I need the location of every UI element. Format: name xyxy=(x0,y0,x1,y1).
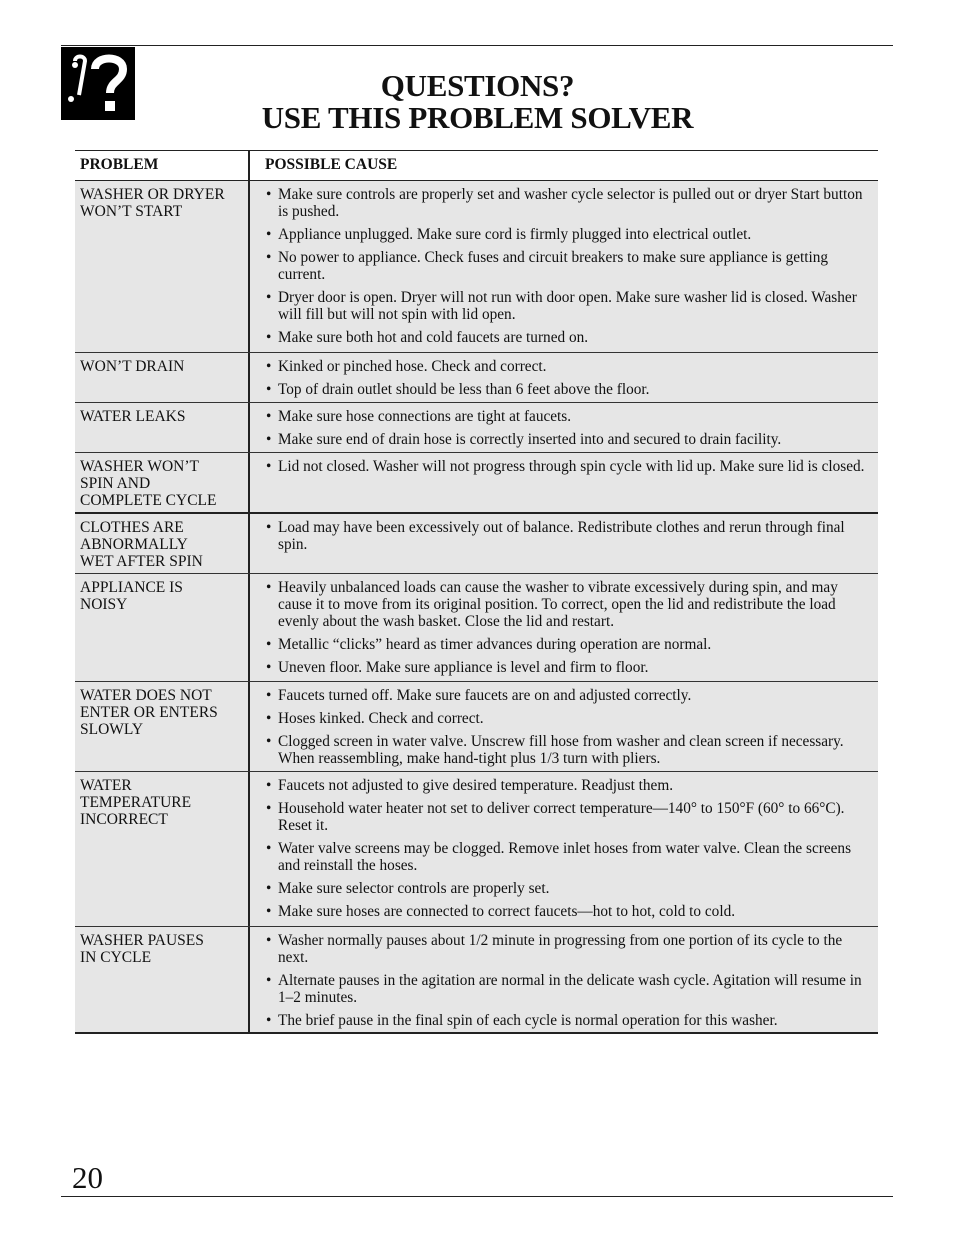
problem-cell xyxy=(75,453,250,512)
table-row xyxy=(75,772,878,927)
problem-solver-table xyxy=(75,150,878,1034)
cause-item: • Appliance unplugged. Make sure cord is firmly plugged into electrical outlet. xyxy=(264,226,874,243)
cause-item: • Water valve screens may be clogged. Remove inlet hoses from water valve. Clean the screens and reinstall the hoses. xyxy=(264,840,874,874)
problem-cell xyxy=(75,181,250,352)
cause-cell xyxy=(250,772,878,926)
problem-line: CLOTHES ARE xyxy=(80,519,184,536)
problem-cell xyxy=(75,574,250,681)
cause-item: • Faucets not adjusted to give desired temperature. Readjust them. xyxy=(264,777,874,794)
cause-item: • Alternate pauses in the agitation are normal in the delicate wash cycle. Agitation will resume in 1–2 minutes. xyxy=(264,972,874,1006)
cause-cell xyxy=(250,353,878,402)
problem-line: APPLIANCE IS xyxy=(80,579,183,596)
cause-cell xyxy=(250,181,878,352)
cause-item: • Make sure both hot and cold faucets are turned on. xyxy=(264,329,874,346)
cause-item: • Uneven floor. Make sure appliance is level and firm to floor. xyxy=(264,659,874,676)
table-row xyxy=(75,574,878,682)
page-number: 20 xyxy=(72,1160,103,1195)
header-possible-cause: POSSIBLE CAUSE xyxy=(265,156,398,173)
cause-item: • Lid not closed. Washer will not progress through spin cycle with lid up. Make sure lid is closed. xyxy=(264,458,874,475)
problem-line: WATER LEAKS xyxy=(80,408,186,425)
table-header xyxy=(75,151,878,181)
problem-line: WON’T START xyxy=(80,203,183,220)
problem-line: INCORRECT xyxy=(80,811,168,828)
cause-item: • Dryer door is open. Dryer will not run with door open. Make sure washer lid is closed. Washer will fill but will not spin with lid open. xyxy=(264,289,874,323)
table-row xyxy=(75,927,878,1034)
problem-line: WATER xyxy=(80,777,132,794)
problem-line: ABNORMALLY xyxy=(80,536,188,553)
problem-line: SLOWLY xyxy=(80,721,144,738)
problem-cell xyxy=(75,514,250,573)
question-hook-icon xyxy=(61,47,135,120)
header-problem: PROBLEM xyxy=(75,151,250,180)
problem-cell xyxy=(75,772,250,926)
cause-item: • Metallic “clicks” heard as timer advances during operation are normal. xyxy=(264,636,874,653)
cause-item: • No power to appliance. Check fuses and circuit breakers to make sure appliance is getting current. xyxy=(264,249,874,283)
problem-line: WASHER WON’T xyxy=(80,458,199,475)
title-line-2: USE THIS PROBLEM SOLVER xyxy=(261,100,694,135)
cause-cell xyxy=(250,514,878,573)
cause-item: • Make sure hoses are connected to correct faucets—hot to hot, cold to cold. xyxy=(264,903,874,920)
cause-item: • Make sure end of drain hose is correctly inserted into and secured to drain facility. xyxy=(264,431,874,448)
cause-item: • The brief pause in the final spin of each cycle is normal operation for this washer. xyxy=(264,1012,874,1029)
table-row xyxy=(75,514,878,574)
cause-item: • Faucets turned off. Make sure faucets are on and adjusted correctly. xyxy=(264,687,874,704)
table-body xyxy=(75,181,878,1034)
cause-item: • Kinked or pinched hose. Check and correct. xyxy=(264,358,874,375)
problem-line: WON’T DRAIN xyxy=(80,358,185,375)
cause-item: • Heavily unbalanced loads can cause the washer to vibrate excessively during spin, and may cause it to move from its original position. To correct, open the lid and redistribute the load evenly about the wash basket. Close the lid and restart. xyxy=(264,579,874,630)
cause-item: • Make sure selector controls are properly set. xyxy=(264,880,874,897)
cause-item: • Load may have been excessively out of balance. Redistribute clothes and rerun through final spin. xyxy=(264,519,874,553)
problem-line: WATER DOES NOT xyxy=(80,687,212,704)
table-row xyxy=(75,453,878,514)
problem-line: TEMPERATURE xyxy=(80,794,192,811)
problem-cell xyxy=(75,403,250,452)
table-row xyxy=(75,682,878,772)
page-title xyxy=(180,70,775,134)
cause-item: • Washer normally pauses about 1/2 minute in progressing from one portion of its cycle to the next. xyxy=(264,932,874,966)
table-row xyxy=(75,353,878,403)
title-line-1: QUESTIONS? xyxy=(380,68,575,103)
problem-cell xyxy=(75,927,250,1032)
cause-item: • Make sure hose connections are tight at faucets. xyxy=(264,408,874,425)
problem-line: WET AFTER SPIN xyxy=(80,553,203,570)
bottom-rule xyxy=(61,1196,893,1197)
problem-cell xyxy=(75,353,250,402)
table-row xyxy=(75,181,878,353)
problem-line: ENTER OR ENTERS xyxy=(80,704,218,721)
problem-line: SPIN AND xyxy=(80,475,151,492)
top-rule xyxy=(61,45,893,46)
cause-cell xyxy=(250,453,878,512)
table-row xyxy=(75,403,878,453)
cause-cell xyxy=(250,682,878,771)
cause-cell xyxy=(250,927,878,1032)
cause-item: • Household water heater not set to deliver correct temperature—140° to 150°F (60° to 66°C). Reset it. xyxy=(264,800,874,834)
problem-cell xyxy=(75,682,250,771)
cause-item: • Hoses kinked. Check and correct. xyxy=(264,710,874,727)
cause-item: • Top of drain outlet should be less than 6 feet above the floor. xyxy=(264,381,874,398)
problem-line: WASHER OR DRYER xyxy=(80,186,225,203)
problem-line: IN CYCLE xyxy=(80,949,152,966)
cause-cell xyxy=(250,403,878,452)
cause-item: • Clogged screen in water valve. Unscrew fill hose from washer and clean screen if necessary. When reassembling, make hand-tight plus 1/3 turn with pliers. xyxy=(264,733,874,767)
problem-line: WASHER PAUSES xyxy=(80,932,204,949)
problem-line: COMPLETE CYCLE xyxy=(80,492,217,509)
cause-item: • Make sure controls are properly set and washer cycle selector is pulled out or dryer Start button is pushed. xyxy=(264,186,874,220)
problem-line: NOISY xyxy=(80,596,128,613)
cause-cell xyxy=(250,574,878,681)
